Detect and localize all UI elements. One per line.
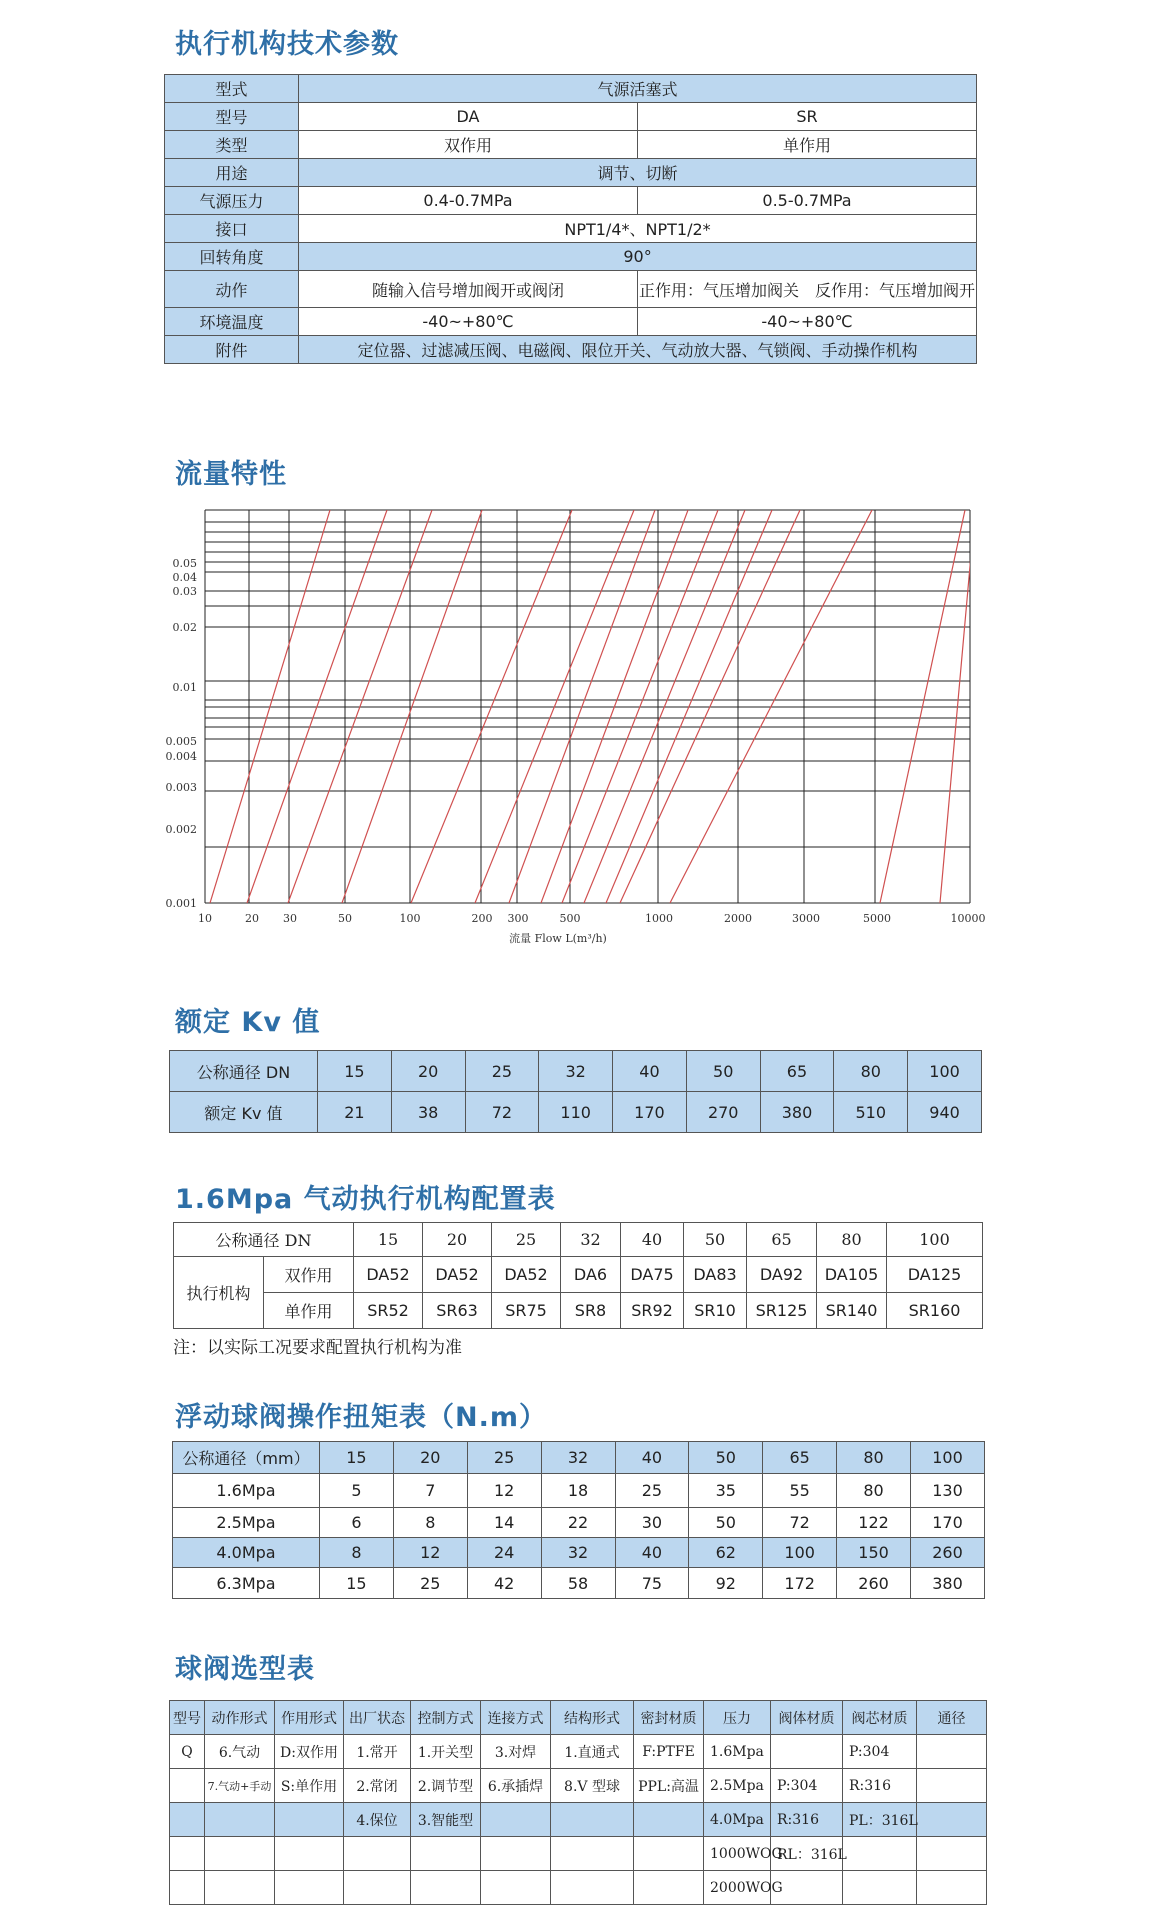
x-tick-label: 50	[338, 912, 352, 925]
selection-cell: Q	[170, 1735, 205, 1769]
selection-cell	[344, 1871, 411, 1905]
tech-params-table	[164, 74, 977, 364]
tech-sr-value: 单作用	[638, 131, 977, 159]
selection-cell	[917, 1871, 987, 1905]
tech-row-value: 90°	[299, 243, 977, 271]
config-da-cell: DA83	[684, 1257, 747, 1293]
kv-value-cell: 21	[318, 1092, 392, 1133]
tech-row-value: 气源活塞式	[299, 75, 977, 103]
torque-value-cell: 170	[911, 1508, 985, 1538]
torque-pressure-label: 6.3Mpa	[173, 1568, 320, 1599]
tech-row	[165, 75, 977, 103]
selection-cell: 3.对焊	[481, 1735, 551, 1769]
kv-value-cell: 270	[686, 1092, 760, 1133]
tech-row	[165, 159, 977, 187]
torque-value-cell: 24	[467, 1538, 541, 1568]
torque-value-cell: 12	[393, 1538, 467, 1568]
y-tick-label: 0.01	[172, 681, 197, 694]
torque-table	[172, 1441, 985, 1599]
tech-row-label: 型式	[165, 75, 299, 103]
torque-value-cell: 72	[763, 1508, 837, 1538]
torque-value-cell: 58	[541, 1568, 615, 1599]
config-dn-cell: 15	[354, 1223, 423, 1257]
tech-row	[165, 215, 977, 243]
torque-dn-cell: 20	[393, 1442, 467, 1474]
selection-cell	[205, 1803, 275, 1837]
config-dn-cell: 100	[887, 1223, 983, 1257]
selection-row	[170, 1837, 987, 1871]
config-dn-cell: 20	[423, 1223, 492, 1257]
x-tick-label: 20	[245, 912, 259, 925]
selection-cell: R:316	[771, 1803, 843, 1837]
torque-value-cell: 55	[763, 1474, 837, 1508]
selection-cell: 1.常开	[344, 1735, 411, 1769]
torque-value-cell: 18	[541, 1474, 615, 1508]
config-sr-cell: SR160	[887, 1293, 983, 1329]
config-da-cell: DA52	[354, 1257, 423, 1293]
torque-value-cell: 50	[689, 1508, 763, 1538]
selection-cell	[551, 1837, 634, 1871]
selection-cell: S:单作用	[275, 1769, 344, 1803]
x-tick-label: 500	[559, 912, 581, 925]
actuator-config-table	[173, 1222, 983, 1329]
tech-row	[165, 187, 977, 215]
kv-dn-label: 公称通径 DN	[170, 1051, 318, 1092]
torque-value-cell: 25	[615, 1474, 689, 1508]
torque-value-cell: 172	[763, 1568, 837, 1599]
config-da-cell: DA75	[621, 1257, 684, 1293]
torque-value-cell: 22	[541, 1508, 615, 1538]
torque-row	[173, 1508, 985, 1538]
selection-cell	[771, 1735, 843, 1769]
x-tick-label: 5000	[863, 912, 891, 925]
torque-row	[173, 1474, 985, 1508]
config-da-cell: DA105	[817, 1257, 887, 1293]
kv-dn-cell: 32	[539, 1051, 613, 1092]
selection-header-cell: 通径	[917, 1701, 987, 1735]
selection-cell: P:304	[843, 1735, 917, 1769]
config-sr-cell: SR63	[423, 1293, 492, 1329]
tech-row	[165, 336, 977, 364]
selection-cell	[917, 1837, 987, 1871]
config-sr-cell: SR10	[684, 1293, 747, 1329]
selection-cell: P:304	[771, 1769, 843, 1803]
section-title-kv: 额定 Kv 值	[175, 1007, 321, 1038]
tech-row	[165, 308, 977, 336]
tech-row-label: 动作	[165, 271, 299, 308]
torque-dn-cell: 100	[911, 1442, 985, 1474]
section-title-flow: 流量特性	[175, 459, 287, 490]
x-tick-label: 30	[283, 912, 297, 925]
selection-header-cell: 阀体材质	[771, 1701, 843, 1735]
tech-row-label: 型号	[165, 103, 299, 131]
config-da-label: 双作用	[264, 1257, 354, 1293]
selection-cell: 6.气动	[205, 1735, 275, 1769]
selection-cell	[411, 1871, 481, 1905]
tech-sr-value: -40~+80℃	[638, 308, 977, 336]
tech-da-value: DA	[299, 103, 638, 131]
x-tick-label: 3000	[792, 912, 820, 925]
tech-row-label: 回转角度	[165, 243, 299, 271]
selection-cell: 2.调节型	[411, 1769, 481, 1803]
selection-cell	[917, 1803, 987, 1837]
config-da-cell: DA6	[561, 1257, 621, 1293]
selection-cell: 3.智能型	[411, 1803, 481, 1837]
torque-pressure-label: 4.0Mpa	[173, 1538, 320, 1568]
torque-dn-cell: 40	[615, 1442, 689, 1474]
tech-row-label: 附件	[165, 336, 299, 364]
tech-da-value: 0.4-0.7MPa	[299, 187, 638, 215]
selection-cell	[344, 1837, 411, 1871]
selection-header-cell: 结构形式	[551, 1701, 634, 1735]
y-tick-label: 0.03	[172, 585, 197, 598]
config-dn-label: 公称通径 DN	[174, 1223, 354, 1257]
torque-value-cell: 7	[393, 1474, 467, 1508]
torque-dn-cell: 50	[689, 1442, 763, 1474]
config-sr-cell: SR75	[492, 1293, 561, 1329]
kv-table	[169, 1050, 982, 1133]
config-dn-cell: 25	[492, 1223, 561, 1257]
config-sr-cell: SR52	[354, 1293, 423, 1329]
tech-da-value: 双作用	[299, 131, 638, 159]
torque-value-cell: 25	[393, 1568, 467, 1599]
torque-value-cell: 32	[541, 1538, 615, 1568]
selection-cell	[275, 1871, 344, 1905]
tech-row	[165, 103, 977, 131]
kv-value-cell: 72	[465, 1092, 539, 1133]
selection-cell	[481, 1803, 551, 1837]
section-title-tech: 执行机构技术参数	[175, 29, 399, 60]
config-da-cell: DA125	[887, 1257, 983, 1293]
kv-dn-cell: 25	[465, 1051, 539, 1092]
y-tick-label: 0.002	[165, 823, 197, 836]
torque-pressure-label: 2.5Mpa	[173, 1508, 320, 1538]
tech-row-label: 接口	[165, 215, 299, 243]
selection-cell	[551, 1803, 634, 1837]
torque-dn-cell: 25	[467, 1442, 541, 1474]
torque-value-cell: 6	[320, 1508, 394, 1538]
kv-value-cell: 38	[391, 1092, 465, 1133]
selection-cell: 1.直通式	[551, 1735, 634, 1769]
selection-header-cell: 型号	[170, 1701, 205, 1735]
torque-value-cell: 14	[467, 1508, 541, 1538]
torque-value-cell: 8	[393, 1508, 467, 1538]
torque-row	[173, 1568, 985, 1599]
config-da-cell: DA52	[423, 1257, 492, 1293]
torque-value-cell: 35	[689, 1474, 763, 1508]
tech-row-label: 类型	[165, 131, 299, 159]
torque-value-cell: 40	[615, 1538, 689, 1568]
selection-cell: F:PTFE	[634, 1735, 704, 1769]
torque-value-cell: 130	[911, 1474, 985, 1508]
torque-value-cell: 30	[615, 1508, 689, 1538]
selection-cell	[411, 1837, 481, 1871]
y-tick-label: 0.02	[172, 621, 197, 634]
kv-value-cell: 170	[613, 1092, 687, 1133]
torque-dn-cell: 80	[837, 1442, 911, 1474]
config-dn-cell: 50	[684, 1223, 747, 1257]
selection-cell	[170, 1803, 205, 1837]
selection-header-cell: 动作形式	[205, 1701, 275, 1735]
selection-cell: 2.常闭	[344, 1769, 411, 1803]
x-axis-label: 流量 Flow L(m³/h)	[509, 932, 607, 945]
kv-dn-cell: 65	[760, 1051, 834, 1092]
torque-dn-cell: 32	[541, 1442, 615, 1474]
tech-sr-value: SR	[638, 103, 977, 131]
config-sr-cell: SR92	[621, 1293, 684, 1329]
tech-row	[165, 243, 977, 271]
kv-dn-cell: 20	[391, 1051, 465, 1092]
kv-dn-cell: 40	[613, 1051, 687, 1092]
torque-value-cell: 12	[467, 1474, 541, 1508]
x-tick-label: 200	[471, 912, 493, 925]
selection-cell: PL：316L	[843, 1803, 917, 1837]
selection-row	[170, 1769, 987, 1803]
selection-cell: R:316	[843, 1769, 917, 1803]
selection-cell: 1.6Mpa	[704, 1735, 771, 1769]
torque-value-cell: 92	[689, 1568, 763, 1599]
selection-cell: 2000WOG	[704, 1871, 771, 1905]
selection-cell: D:双作用	[275, 1735, 344, 1769]
selection-cell: PPL:高温	[634, 1769, 704, 1803]
selection-cell	[634, 1837, 704, 1871]
torque-value-cell: 122	[837, 1508, 911, 1538]
config-dn-cell: 65	[747, 1223, 817, 1257]
y-tick-label: 0.05	[172, 557, 197, 570]
x-tick-label: 300	[507, 912, 529, 925]
torque-value-cell: 8	[320, 1538, 394, 1568]
selection-cell	[275, 1803, 344, 1837]
selection-cell: RL：316L	[771, 1837, 843, 1871]
y-tick-label: 0.004	[165, 750, 197, 763]
kv-value-cell: 380	[760, 1092, 834, 1133]
selection-header-cell: 阀芯材质	[843, 1701, 917, 1735]
x-tick-label: 10	[198, 912, 212, 925]
tech-da-value: 随输入信号增加阀开或阀闭	[299, 271, 638, 308]
tech-row-label: 气源压力	[165, 187, 299, 215]
selection-cell	[481, 1837, 551, 1871]
flow-characteristic-chart	[0, 490, 1150, 970]
selection-header-cell: 出厂状态	[344, 1701, 411, 1735]
config-sr-cell: SR140	[817, 1293, 887, 1329]
kv-dn-cell: 80	[834, 1051, 908, 1092]
config-da-cell: DA92	[747, 1257, 817, 1293]
config-dn-cell: 80	[817, 1223, 887, 1257]
selection-cell: 2.5Mpa	[704, 1769, 771, 1803]
selection-cell: 7.气动+手动	[205, 1769, 275, 1803]
torque-value-cell: 150	[837, 1538, 911, 1568]
selection-cell	[843, 1837, 917, 1871]
selection-header-cell: 控制方式	[411, 1701, 481, 1735]
selection-cell	[917, 1735, 987, 1769]
ball-valve-selection-table	[169, 1700, 987, 1905]
torque-value-cell: 75	[615, 1568, 689, 1599]
selection-cell: 8.V 型球	[551, 1769, 634, 1803]
selection-cell: 1000WOG	[704, 1837, 771, 1871]
torque-value-cell: 260	[911, 1538, 985, 1568]
tech-row-label: 用途	[165, 159, 299, 187]
config-sr-cell: SR8	[561, 1293, 621, 1329]
selection-cell	[205, 1871, 275, 1905]
selection-cell	[205, 1837, 275, 1871]
selection-row	[170, 1803, 987, 1837]
selection-cell: 4.保位	[344, 1803, 411, 1837]
torque-dn-label: 公称通径（mm）	[173, 1442, 320, 1474]
y-tick-label: 0.001	[165, 897, 197, 910]
tech-row-label: 环境温度	[165, 308, 299, 336]
config-dn-cell: 40	[621, 1223, 684, 1257]
selection-header-cell: 连接方式	[481, 1701, 551, 1735]
torque-value-cell: 5	[320, 1474, 394, 1508]
selection-cell	[170, 1871, 205, 1905]
tech-row-value: NPT1/4*、NPT1/2*	[299, 215, 977, 243]
selection-header-cell: 密封材质	[634, 1701, 704, 1735]
torque-value-cell: 260	[837, 1568, 911, 1599]
kv-value-cell: 110	[539, 1092, 613, 1133]
tech-row	[165, 131, 977, 159]
selection-cell	[634, 1803, 704, 1837]
config-note: 注：以实际工况要求配置执行机构为准	[173, 1338, 462, 1358]
selection-cell	[634, 1871, 704, 1905]
y-tick-label: 0.04	[172, 571, 197, 584]
kv-dn-cell: 100	[908, 1051, 982, 1092]
selection-header-row	[170, 1701, 987, 1735]
selection-row	[170, 1871, 987, 1905]
x-tick-label: 1000	[645, 912, 673, 925]
torque-value-cell: 100	[763, 1538, 837, 1568]
torque-value-cell: 42	[467, 1568, 541, 1599]
torque-pressure-label: 1.6Mpa	[173, 1474, 320, 1508]
x-tick-label: 2000	[724, 912, 752, 925]
selection-cell	[170, 1837, 205, 1871]
kv-value-label: 额定 Kv 值	[170, 1092, 318, 1133]
selection-cell	[917, 1769, 987, 1803]
selection-header-cell: 压力	[704, 1701, 771, 1735]
tech-sr-value: 0.5-0.7MPa	[638, 187, 977, 215]
selection-cell	[843, 1871, 917, 1905]
x-tick-label: 10000	[950, 912, 986, 925]
selection-cell	[170, 1769, 205, 1803]
y-tick-label: 0.005	[165, 735, 197, 748]
tech-sr-value: 正作用：气压增加阀关 反作用：气压增加阀开	[638, 271, 977, 308]
selection-cell	[551, 1871, 634, 1905]
torque-value-cell: 80	[837, 1474, 911, 1508]
torque-value-cell: 15	[320, 1568, 394, 1599]
selection-cell: 4.0Mpa	[704, 1803, 771, 1837]
tech-da-value: -40~+80℃	[299, 308, 638, 336]
y-tick-label: 0.003	[165, 781, 197, 794]
selection-cell: 1.开关型	[411, 1735, 481, 1769]
config-group-label: 执行机构	[174, 1257, 264, 1329]
torque-value-cell: 62	[689, 1538, 763, 1568]
torque-value-cell: 380	[911, 1568, 985, 1599]
selection-cell: 6.承插焊	[481, 1769, 551, 1803]
kv-dn-cell: 15	[318, 1051, 392, 1092]
selection-header-cell: 作用形式	[275, 1701, 344, 1735]
tech-row-value: 定位器、过滤减压阀、电磁阀、限位开关、气动放大器、气锁阀、手动操作机构	[299, 336, 977, 364]
kv-value-cell: 940	[908, 1092, 982, 1133]
selection-cell	[275, 1837, 344, 1871]
torque-row	[173, 1538, 985, 1568]
selection-row	[170, 1735, 987, 1769]
config-sr-label: 单作用	[264, 1293, 354, 1329]
config-dn-cell: 32	[561, 1223, 621, 1257]
section-title-torque: 浮动球阀操作扭矩表（N.m）	[175, 1402, 547, 1433]
selection-cell	[481, 1871, 551, 1905]
tech-row	[165, 271, 977, 308]
kv-dn-cell: 50	[686, 1051, 760, 1092]
config-da-cell: DA52	[492, 1257, 561, 1293]
x-tick-label: 100	[399, 912, 421, 925]
section-title-select: 球阀选型表	[175, 1654, 315, 1685]
config-sr-cell: SR125	[747, 1293, 817, 1329]
tech-row-value: 调节、切断	[299, 159, 977, 187]
torque-dn-cell: 65	[763, 1442, 837, 1474]
kv-value-cell: 510	[834, 1092, 908, 1133]
torque-dn-cell: 15	[320, 1442, 394, 1474]
section-title-config: 1.6Mpa 气动执行机构配置表	[175, 1184, 556, 1215]
